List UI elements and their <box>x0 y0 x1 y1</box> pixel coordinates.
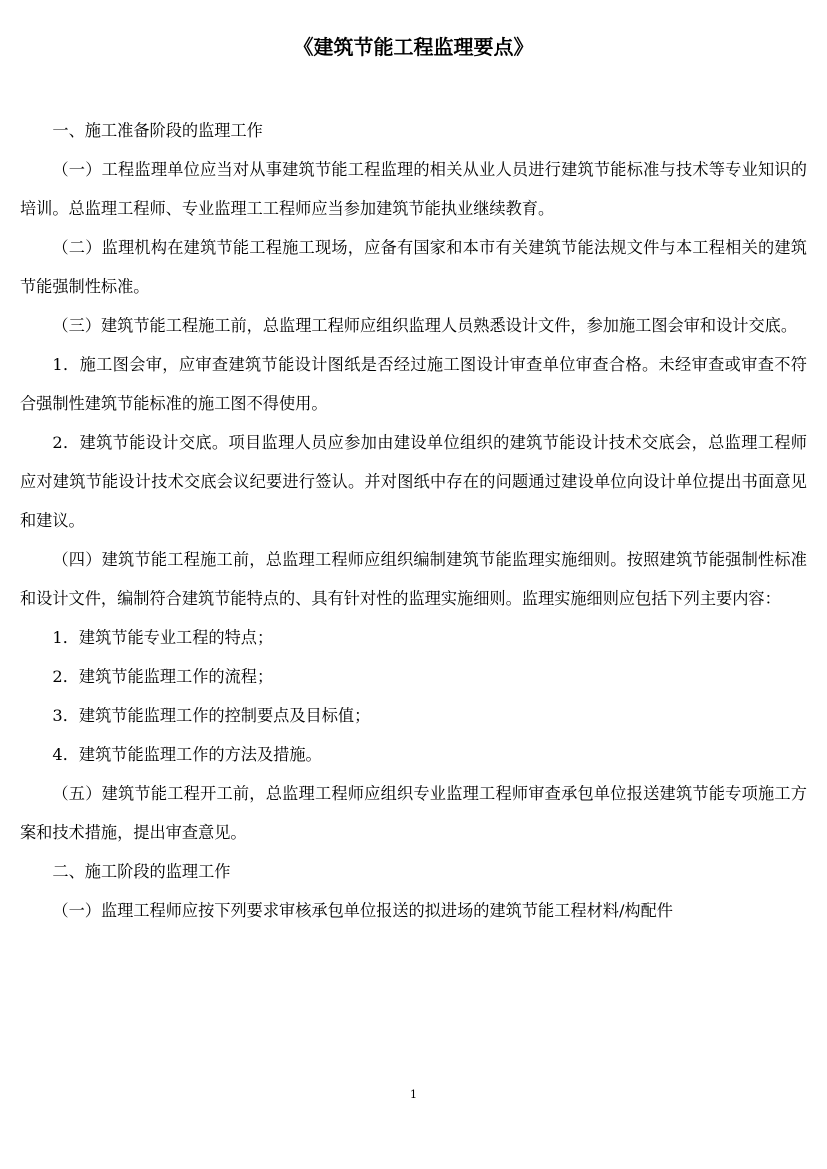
list-item-3: 3．建筑节能监理工作的控制要点及目标值； <box>52 706 371 725</box>
paragraph-1-5: （五）建筑节能工程开工前，总监理工程师应组织专业监理工程师审查承包单位报送建筑节能专项施工方案和技术措施，提出审查意见。 <box>20 784 807 842</box>
paragraph-1-4: （四）建筑节能工程施工前，总监理工程师应组织编制建筑节能监理实施细则。按照建筑节能强制性标准和设计文件，编制符合建筑节能特点的、具有针对性的监理实施细则。监理实施细则应包括下列主要内容： <box>20 550 807 608</box>
paragraph-1-3: （三）建筑节能工程施工前，总监理工程师应组织监理人员熟悉设计文件，参加施工图会审和设计交底。 <box>52 316 798 335</box>
list-item-4: 4．建筑节能监理工作的方法及措施。 <box>52 745 322 764</box>
paragraph-1-1: （一）工程监理单位应当对从事建筑节能工程监理的相关从业人员进行建筑节能标准与技术等专业知识的培训。总监理工程师、专业监理工工程师应当参加建筑节能执业继续教育。 <box>20 160 807 218</box>
section-heading-2: 二、施工阶段的监理工作 <box>52 862 231 881</box>
list-item-1: 1．建筑节能专业工程的特点； <box>52 628 274 647</box>
paragraph-1-2: （二）监理机构在建筑节能工程施工现场，应备有国家和本市有关建筑节能法规文件与本工程相关的建筑节能强制性标准。 <box>20 238 807 296</box>
paragraph-1-3-item-2: 2．建筑节能设计交底。项目监理人员应参加由建设单位组织的建筑节能设计技术交底会，总监理工程师应对建筑节能设计技术交底会议纪要进行签认。并对图纸中存在的问题通过建设单位向设计单位提出书面意见和建议。 <box>20 433 807 530</box>
paragraph-2-1: （一）监理工程师应按下列要求审核承包单位报送的拟进场的建筑节能工程材料/构配件 <box>52 901 673 920</box>
list-item-2: 2．建筑节能监理工作的流程； <box>52 667 274 686</box>
document-title: 《建筑节能工程监理要点》 <box>293 35 534 59</box>
page-number: 1 <box>410 1088 417 1101</box>
section-heading-1: 一、施工准备阶段的监理工作 <box>52 121 263 140</box>
document-body <box>20 111 807 930</box>
paragraph-1-3-item-1: 1．施工图会审，应审查建筑节能设计图纸是否经过施工图设计审查单位审查合格。未经审查或审查不符合强制性建筑节能标准的施工图不得使用。 <box>20 355 807 413</box>
